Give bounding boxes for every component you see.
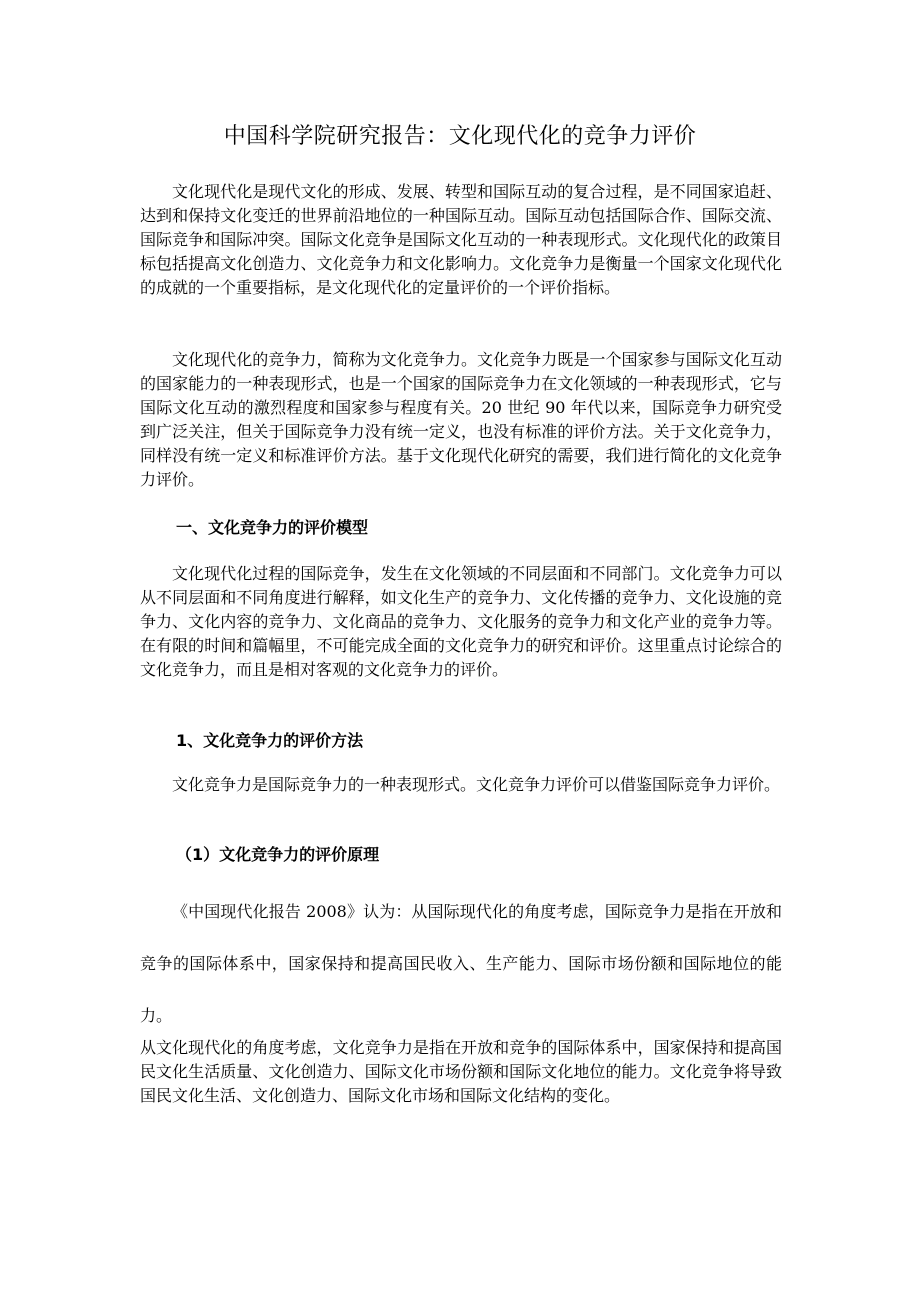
subsection-heading-principle: （1）文化竞争力的评价原理 [176,845,380,864]
paragraph-intro: 文化现代化是现代文化的形成、发展、转型和国际互动的复合过程，是不同国家追赶、达到和保持文化变迁的世界前沿地位的一种国际互动。国际互动包括国际合作、国际交流、国际竞争和国际冲突。国际文化竞争是国际文化互动的一种表现形式。文化现代化的政策目标包括提高文化创造力、文化竞争力和文化影响力。文化竞争力是衡量一个国家文化现代化的成就的一个重要指标，是文化现代化的定量评价的一个评价指标。 [140,182,782,297]
section-heading-model: 一、文化竞争力的评价模型 [176,518,369,537]
paragraph-report-quote: 《中国现代化报告 2008》认为：从国际现代化的角度考虑，国际竞争力是指在开放和竞争的国际体系中，国家保持和提高国民收入、生产能力、国际市场份额和国际地位的能力。 [140,902,782,1025]
paragraph-conclusion: 从文化现代化的角度考虑，文化竞争力是指在开放和竞争的国际体系中，国家保持和提高国民文化生活质量、文化创造力、国际文化市场份额和国际文化地位的能力。文化竞争将导致国民文化生活、文化创造力、国际文化市场和国际文化结构的变化。 [140,1038,782,1105]
subsection-heading-method: 1、文化竞争力的评价方法 [176,731,364,750]
page-title: 中国科学院研究报告：文化现代化的竞争力评价 [223,124,697,149]
paragraph-definition: 文化现代化的竞争力，简称为文化竞争力。文化竞争力既是一个国家参与国际文化互动的国家能力的一种表现形式，也是一个国家的国际竞争力在文化领域的一种表现形式，它与国际文化互动的激烈程度和国家参与程度有关。20 世纪 90 年代以来，国际竞争力研究受到广泛关注，但关于国际竞争力没有统一定义，也没有标准的评价方法。关于文化竞争力，同样没有统一定义和标准评价方法。基于文化现代化研究的需要，我们进行简化的文化竞争力评价。 [140,350,782,489]
paragraph-method: 文化竞争力是国际竞争力的一种表现形式。文化竞争力评价可以借鉴国际竞争力评价。 [172,775,781,794]
paragraph-levels: 文化现代化过程的国际竞争，发生在文化领域的不同层面和不同部门。文化竞争力可以从不同层面和不同角度进行解释，如文化生产的竞争力、文化传播的竞争力、文化设施的竞争力、文化内容的竞争力、文化商品的竞争力、文化服务的竞争力和文化产业的竞争力等。在有限的时间和篇幅里，不可能完成全面的文化竞争力的研究和评价。这里重点讨论综合的文化竞争力，而且是相对客观的文化竞争力的评价。 [140,564,782,679]
